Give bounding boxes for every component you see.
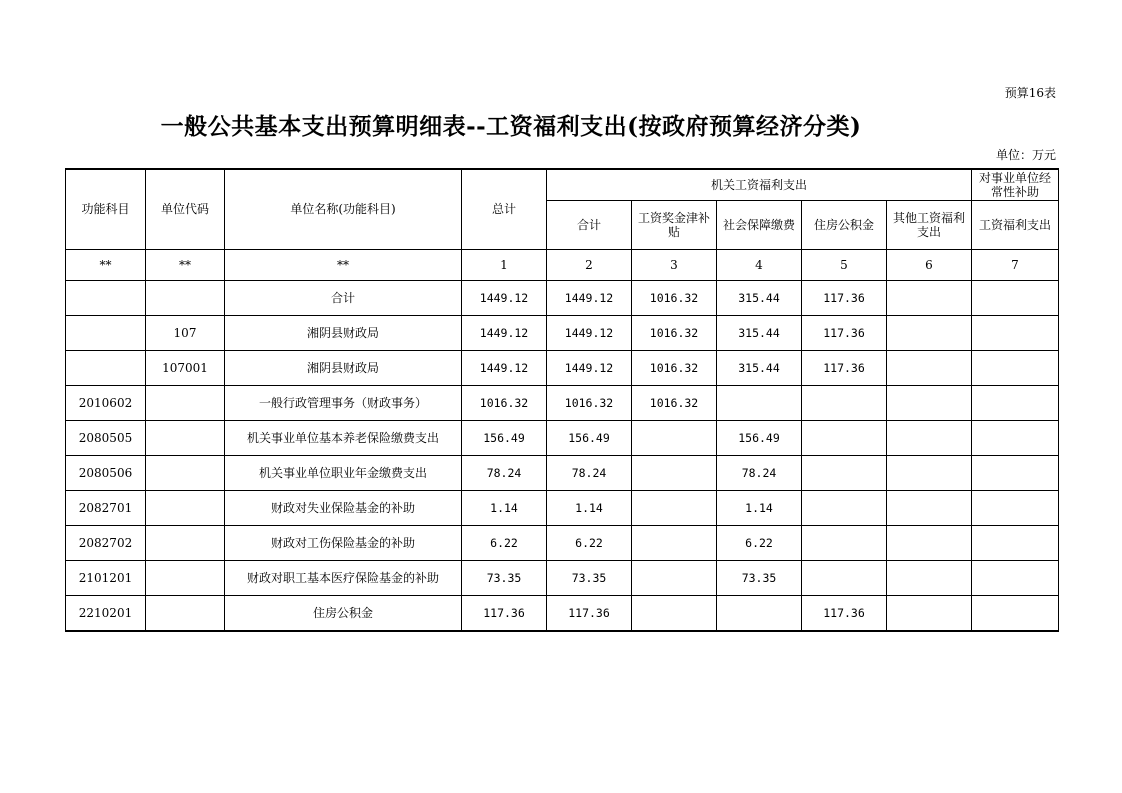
- index-cell: 7: [972, 249, 1059, 280]
- total-cell: 1449.12: [462, 280, 547, 315]
- total-cell: 117.36: [462, 595, 547, 631]
- inst-salary-cell: [972, 280, 1059, 315]
- social-cell: 6.22: [717, 525, 802, 560]
- subtotal-cell: 73.35: [547, 560, 632, 595]
- total-cell: 6.22: [462, 525, 547, 560]
- unit-code-cell: 107: [146, 315, 225, 350]
- social-cell: 73.35: [717, 560, 802, 595]
- social-cell: [717, 385, 802, 420]
- header-unit-name: 单位名称(功能科目): [225, 169, 462, 249]
- unit-code-cell: [146, 595, 225, 631]
- other-cell: [887, 385, 972, 420]
- social-cell: 1.14: [717, 490, 802, 525]
- unit-code-cell: [146, 455, 225, 490]
- unit-name-cell: 合计: [225, 280, 462, 315]
- salary-cell: 1016.32: [632, 280, 717, 315]
- inst-salary-cell: [972, 560, 1059, 595]
- salary-cell: 1016.32: [632, 350, 717, 385]
- other-cell: [887, 490, 972, 525]
- housing-cell: 117.36: [802, 595, 887, 631]
- header-func-code: 功能科目: [66, 169, 146, 249]
- unit-name-cell: 一般行政管理事务（财政事务）: [225, 385, 462, 420]
- unit-code-cell: [146, 490, 225, 525]
- header-salary: 工资奖金津补贴: [632, 200, 717, 249]
- subtotal-cell: 78.24: [547, 455, 632, 490]
- func-code-cell: 2082702: [66, 525, 146, 560]
- total-cell: 1449.12: [462, 350, 547, 385]
- social-cell: 315.44: [717, 280, 802, 315]
- budget-table: [65, 168, 1059, 632]
- subtotal-cell: 1016.32: [547, 385, 632, 420]
- social-cell: 315.44: [717, 315, 802, 350]
- housing-cell: [802, 420, 887, 455]
- total-cell: 1449.12: [462, 315, 547, 350]
- index-cell: 4: [717, 249, 802, 280]
- table-row: [66, 385, 1059, 420]
- table-row: [66, 420, 1059, 455]
- salary-cell: [632, 560, 717, 595]
- table-row: [66, 350, 1059, 385]
- header-social: 社会保障缴费: [717, 200, 802, 249]
- unit-label: 单位：万元: [995, 148, 1056, 162]
- subtotal-cell: 156.49: [547, 420, 632, 455]
- social-cell: 315.44: [717, 350, 802, 385]
- unit-code-cell: [146, 525, 225, 560]
- func-code-cell: 2010602: [66, 385, 146, 420]
- subtotal-cell: 1449.12: [547, 280, 632, 315]
- page-title: 一般公共基本支出预算明细表--工资福利支出(按政府预算经济分类): [160, 113, 862, 140]
- salary-cell: 1016.32: [632, 385, 717, 420]
- table-row: [66, 455, 1059, 490]
- index-cell: 3: [632, 249, 717, 280]
- func-code-cell: 2101201: [66, 560, 146, 595]
- housing-cell: 117.36: [802, 280, 887, 315]
- subtotal-cell: 117.36: [547, 595, 632, 631]
- subtotal-cell: 1.14: [547, 490, 632, 525]
- salary-cell: [632, 420, 717, 455]
- social-cell: 156.49: [717, 420, 802, 455]
- inst-salary-cell: [972, 315, 1059, 350]
- other-cell: [887, 455, 972, 490]
- salary-cell: [632, 525, 717, 560]
- header-subtotal: 合计: [547, 200, 632, 249]
- unit-name-cell: 机关事业单位职业年金缴费支出: [225, 455, 462, 490]
- other-cell: [887, 315, 972, 350]
- other-cell: [887, 595, 972, 631]
- header-total: 总计: [462, 169, 547, 249]
- unit-name-cell: 湘阴县财政局: [225, 350, 462, 385]
- housing-cell: [802, 385, 887, 420]
- index-cell: **: [146, 249, 225, 280]
- unit-code-cell: [146, 280, 225, 315]
- unit-name-cell: 机关事业单位基本养老保险缴费支出: [225, 420, 462, 455]
- housing-cell: [802, 455, 887, 490]
- inst-salary-cell: [972, 350, 1059, 385]
- inst-salary-cell: [972, 420, 1059, 455]
- func-code-cell: [66, 280, 146, 315]
- other-cell: [887, 280, 972, 315]
- total-cell: 1.14: [462, 490, 547, 525]
- header-org-group: 机关工资福利支出: [547, 169, 972, 200]
- housing-cell: [802, 560, 887, 595]
- other-cell: [887, 350, 972, 385]
- header-other: 其他工资福利支出: [887, 200, 972, 249]
- salary-cell: [632, 595, 717, 631]
- subtotal-cell: 1449.12: [547, 315, 632, 350]
- index-cell: 5: [802, 249, 887, 280]
- table-row: [66, 490, 1059, 525]
- func-code-cell: 2080505: [66, 420, 146, 455]
- salary-cell: 1016.32: [632, 315, 717, 350]
- unit-code-cell: [146, 385, 225, 420]
- header-inst-group: 对事业单位经常性补助: [972, 169, 1059, 200]
- unit-name-cell: 财政对失业保险基金的补助: [225, 490, 462, 525]
- other-cell: [887, 560, 972, 595]
- func-code-cell: 2082701: [66, 490, 146, 525]
- index-cell: 6: [887, 249, 972, 280]
- housing-cell: [802, 490, 887, 525]
- social-cell: 78.24: [717, 455, 802, 490]
- inst-salary-cell: [972, 455, 1059, 490]
- table-row: [66, 595, 1059, 631]
- housing-cell: 117.36: [802, 350, 887, 385]
- table-row: [66, 525, 1059, 560]
- table-header: [66, 169, 1059, 280]
- housing-cell: 117.36: [802, 315, 887, 350]
- header-housing: 住房公积金: [802, 200, 887, 249]
- total-cell: 1016.32: [462, 385, 547, 420]
- header-unit-code: 单位代码: [146, 169, 225, 249]
- header-inst-salary: 工资福利支出: [972, 200, 1059, 249]
- other-cell: [887, 525, 972, 560]
- index-row: [66, 249, 1059, 280]
- salary-cell: [632, 490, 717, 525]
- unit-name-cell: 住房公积金: [225, 595, 462, 631]
- total-cell: 78.24: [462, 455, 547, 490]
- salary-cell: [632, 455, 717, 490]
- unit-name-cell: 财政对职工基本医疗保险基金的补助: [225, 560, 462, 595]
- func-code-cell: 2210201: [66, 595, 146, 631]
- table-row: [66, 315, 1059, 350]
- table-row: [66, 280, 1059, 315]
- total-cell: 73.35: [462, 560, 547, 595]
- housing-cell: [802, 525, 887, 560]
- unit-code-cell: [146, 420, 225, 455]
- inst-salary-cell: [972, 385, 1059, 420]
- func-code-cell: [66, 315, 146, 350]
- index-cell: 1: [462, 249, 547, 280]
- form-number: 预算16表: [1004, 86, 1056, 100]
- unit-code-cell: [146, 560, 225, 595]
- inst-salary-cell: [972, 490, 1059, 525]
- table-body: [66, 280, 1059, 631]
- table-row: [66, 560, 1059, 595]
- subtotal-cell: 1449.12: [547, 350, 632, 385]
- social-cell: [717, 595, 802, 631]
- func-code-cell: [66, 350, 146, 385]
- index-cell: **: [225, 249, 462, 280]
- index-cell: **: [66, 249, 146, 280]
- unit-code-cell: 107001: [146, 350, 225, 385]
- inst-salary-cell: [972, 525, 1059, 560]
- inst-salary-cell: [972, 595, 1059, 631]
- other-cell: [887, 420, 972, 455]
- index-cell: 2: [547, 249, 632, 280]
- total-cell: 156.49: [462, 420, 547, 455]
- unit-name-cell: 财政对工伤保险基金的补助: [225, 525, 462, 560]
- unit-name-cell: 湘阴县财政局: [225, 315, 462, 350]
- subtotal-cell: 6.22: [547, 525, 632, 560]
- func-code-cell: 2080506: [66, 455, 146, 490]
